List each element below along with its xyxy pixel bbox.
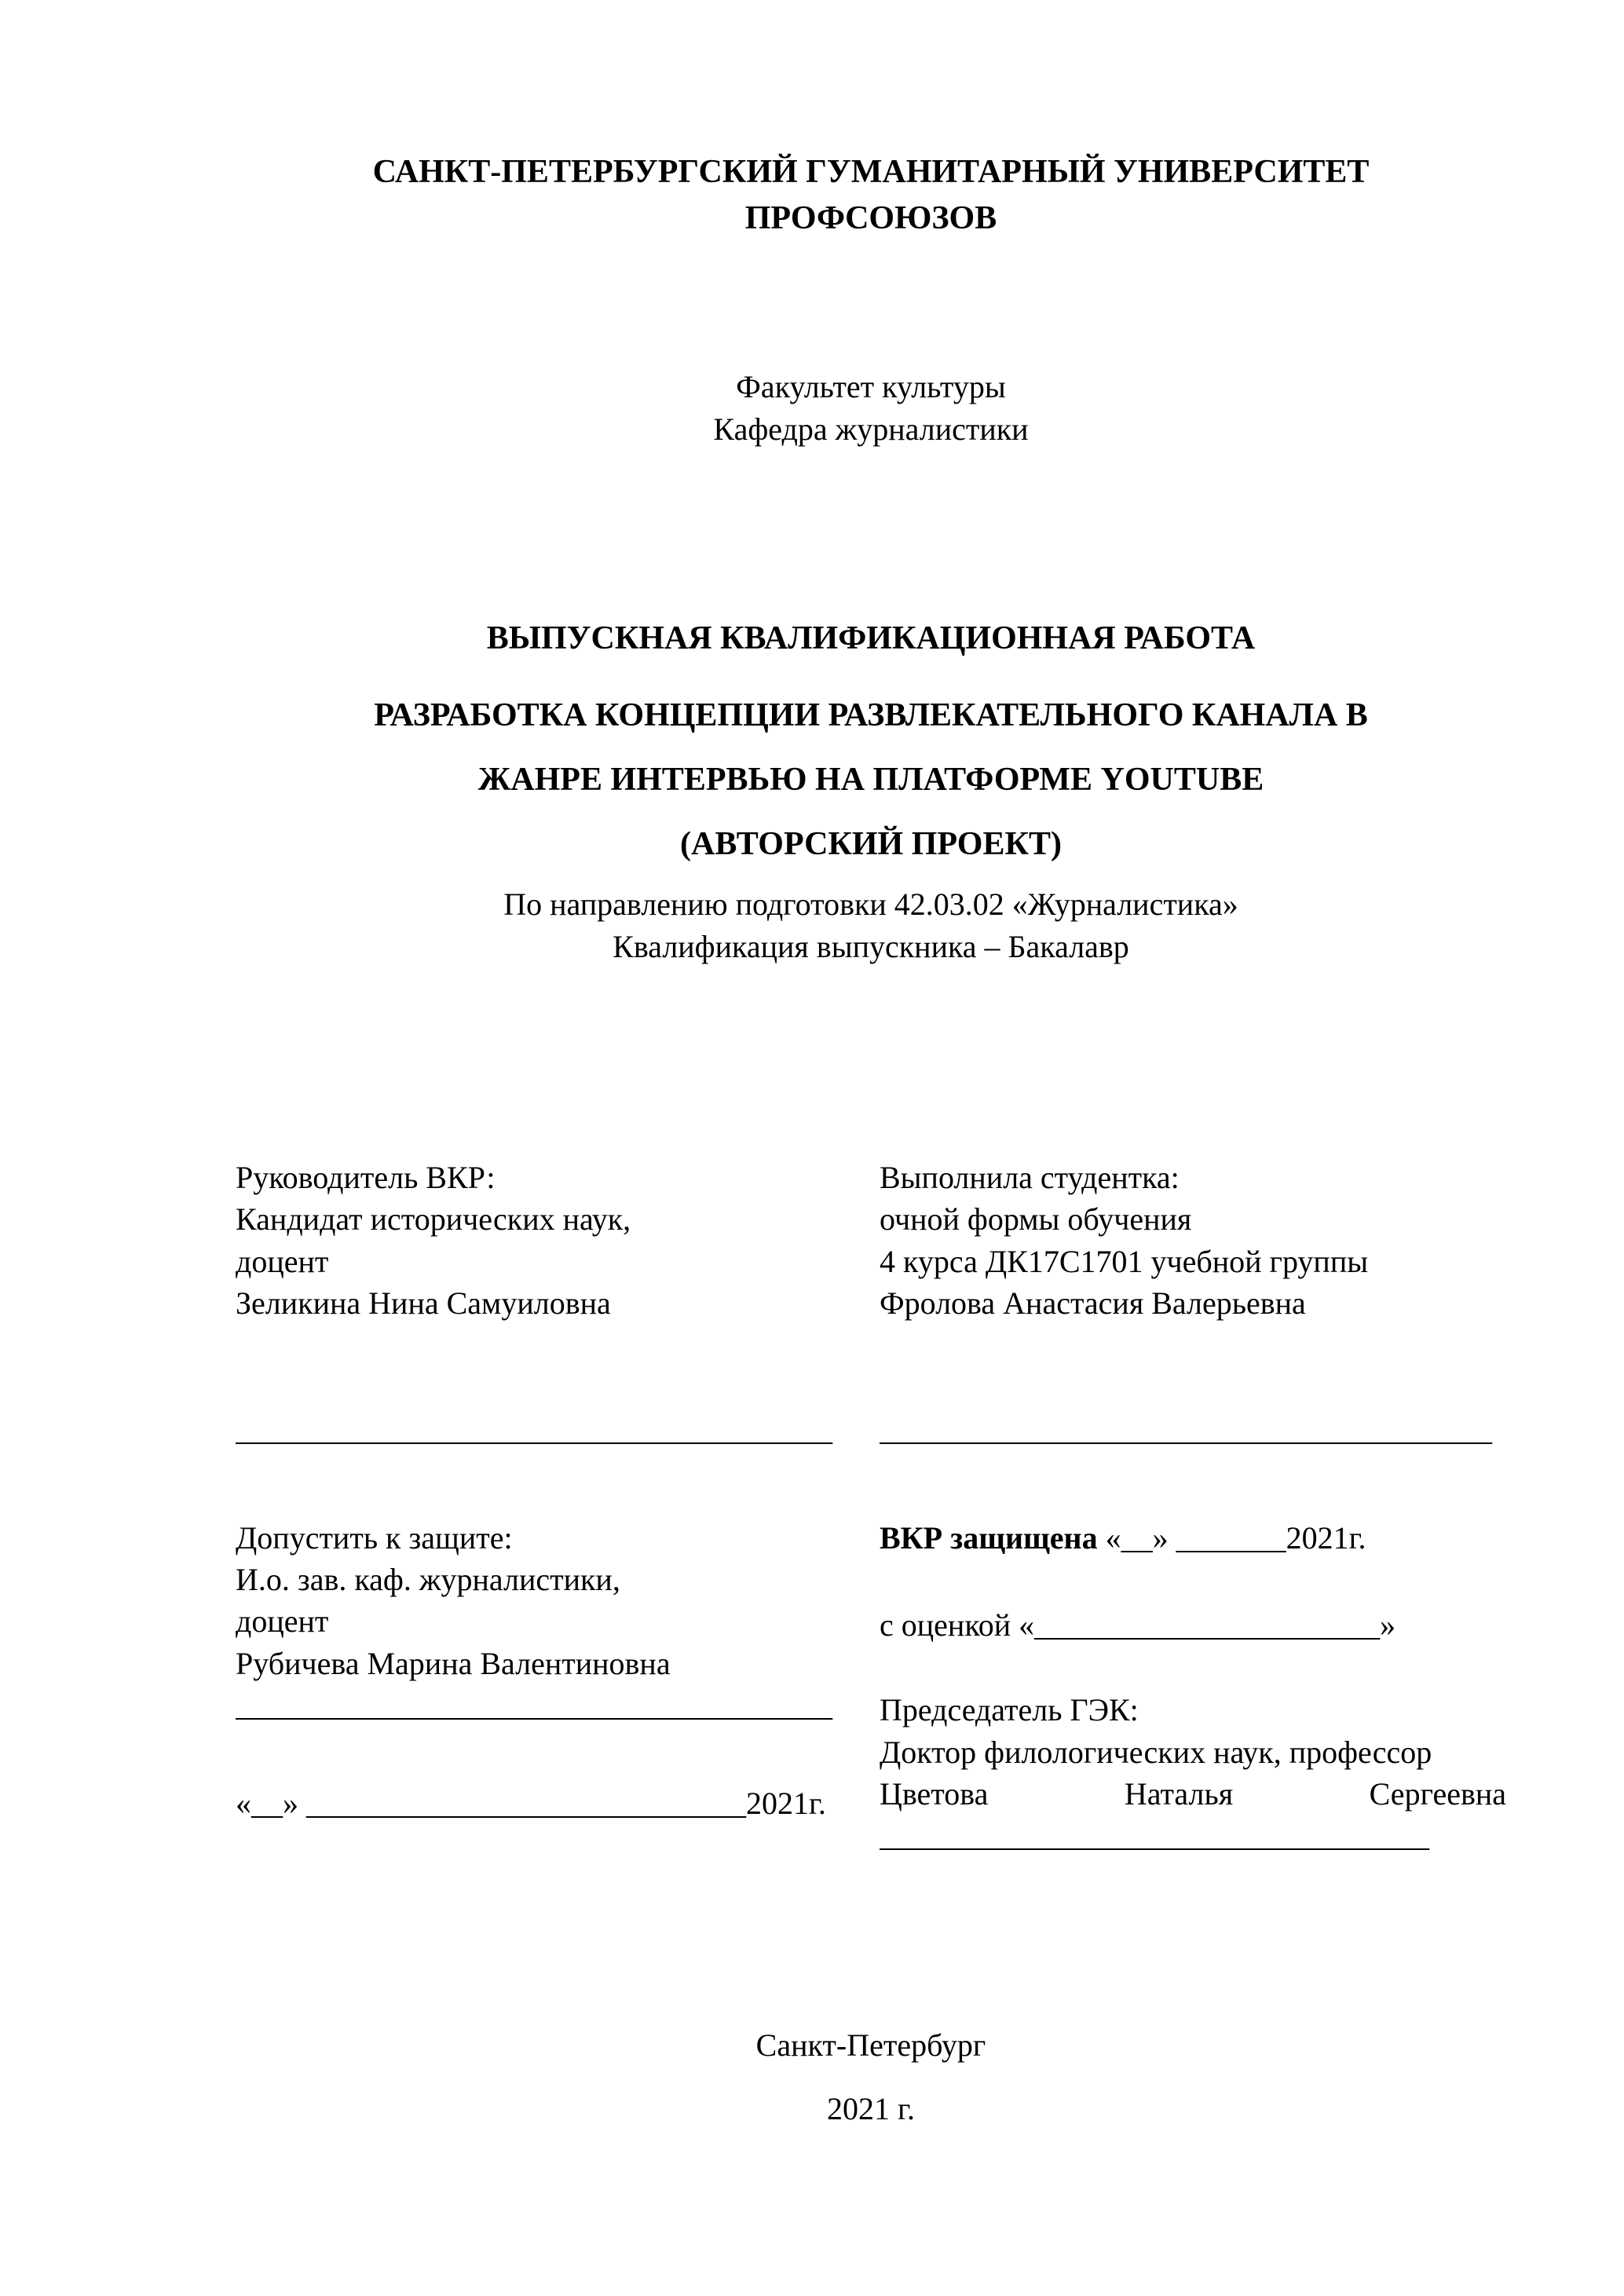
defense-grade-line: с оценкой «______________________» (880, 1607, 1396, 1643)
admission-name: Рубичева Марина Валентиновна (236, 1645, 671, 1681)
supervisor-degree: Кандидат исторических наук, (236, 1201, 631, 1238)
admission-block (236, 1517, 844, 1824)
defense-defended-rest: «__» _______2021г. (1097, 1520, 1366, 1556)
supervisor-block (236, 1157, 844, 1450)
defense-date-line (880, 1517, 1506, 1559)
defense-block (880, 1517, 1506, 1856)
admission-position2: доцент (236, 1603, 329, 1640)
supervisor-position: доцент (236, 1243, 329, 1279)
people-row (236, 1157, 1506, 1450)
work-type-heading: ВЫПУСКНАЯ КВАЛИФИКАЦИОННАЯ РАБОТА (486, 620, 1256, 656)
footer-year: 2021 г. (827, 2091, 915, 2127)
qualification-line: Квалификация выпускника – Бакалавр (613, 929, 1129, 965)
university-name-line1: САНКТ-ПЕТЕРБУРГСКИЙ ГУМАНИТАРНЫЙ УНИВЕРСИТЕТ (372, 154, 1370, 190)
thesis-title (236, 684, 1506, 877)
thesis-title-line3: (АВТОРСКИЙ ПРОЕКТ) (680, 826, 1062, 863)
faculty-block (236, 366, 1506, 451)
supervisor-signature-line: ______________________________________ (236, 1411, 832, 1447)
student-name: Фролова Анастасия Валерьевна (880, 1285, 1306, 1321)
university-name-line2: ПРОФСОЮЗОВ (744, 199, 997, 236)
footer (236, 2024, 1506, 2130)
student-signature-line: _______________________________________ (880, 1411, 1492, 1447)
student-group: 4 курса ДК17С1701 учебной группы (880, 1243, 1369, 1279)
chair-label: Председатель ГЭК: (880, 1692, 1139, 1728)
thesis-title-line2: ЖАНРЕ ИНТЕРВЬЮ НА ПЛАТФОРМЕ YOUTUBE (477, 762, 1264, 799)
footer-city: Санкт-Петербург (755, 2027, 986, 2063)
chair-name: Цветова Наталья Сергеевна (880, 1775, 1506, 1812)
university-name (236, 149, 1506, 242)
student-study-form: очной формы обучения (880, 1201, 1192, 1238)
student-block (880, 1157, 1506, 1450)
direction-line: По направлению подготовки 42.03.02 «Журналистика» (503, 887, 1238, 923)
supervisor-name: Зеликина Нина Самуиловна (236, 1285, 611, 1321)
admission-position1: И.о. зав. каф. журналистики, (236, 1562, 620, 1598)
chair-signature-line: ___________________________________ (880, 1818, 1429, 1853)
admission-signature-line: ______________________________________ (236, 1687, 832, 1723)
admission-label: Допустить к защите: (236, 1520, 513, 1556)
defense-defended-label: ВКР защищена (880, 1520, 1098, 1556)
student-label: Выполнила студентка: (880, 1160, 1180, 1196)
chair-degree: Доктор филологических наук, профессор (880, 1734, 1432, 1770)
direction-block (236, 883, 1506, 968)
thesis-title-line1: РАЗРАБОТКА КОНЦЕПЦИИ РАЗВЛЕКАТЕЛЬНОГО КАНАЛА В (374, 697, 1368, 734)
admission-date-line: «__» ____________________________2021г. (236, 1786, 826, 1821)
faculty-label: Факультет культуры (736, 368, 1006, 404)
approval-row (236, 1517, 1506, 1856)
department-label: Кафедра журналистики (713, 411, 1029, 447)
supervisor-label: Руководитель ВКР: (236, 1160, 496, 1196)
